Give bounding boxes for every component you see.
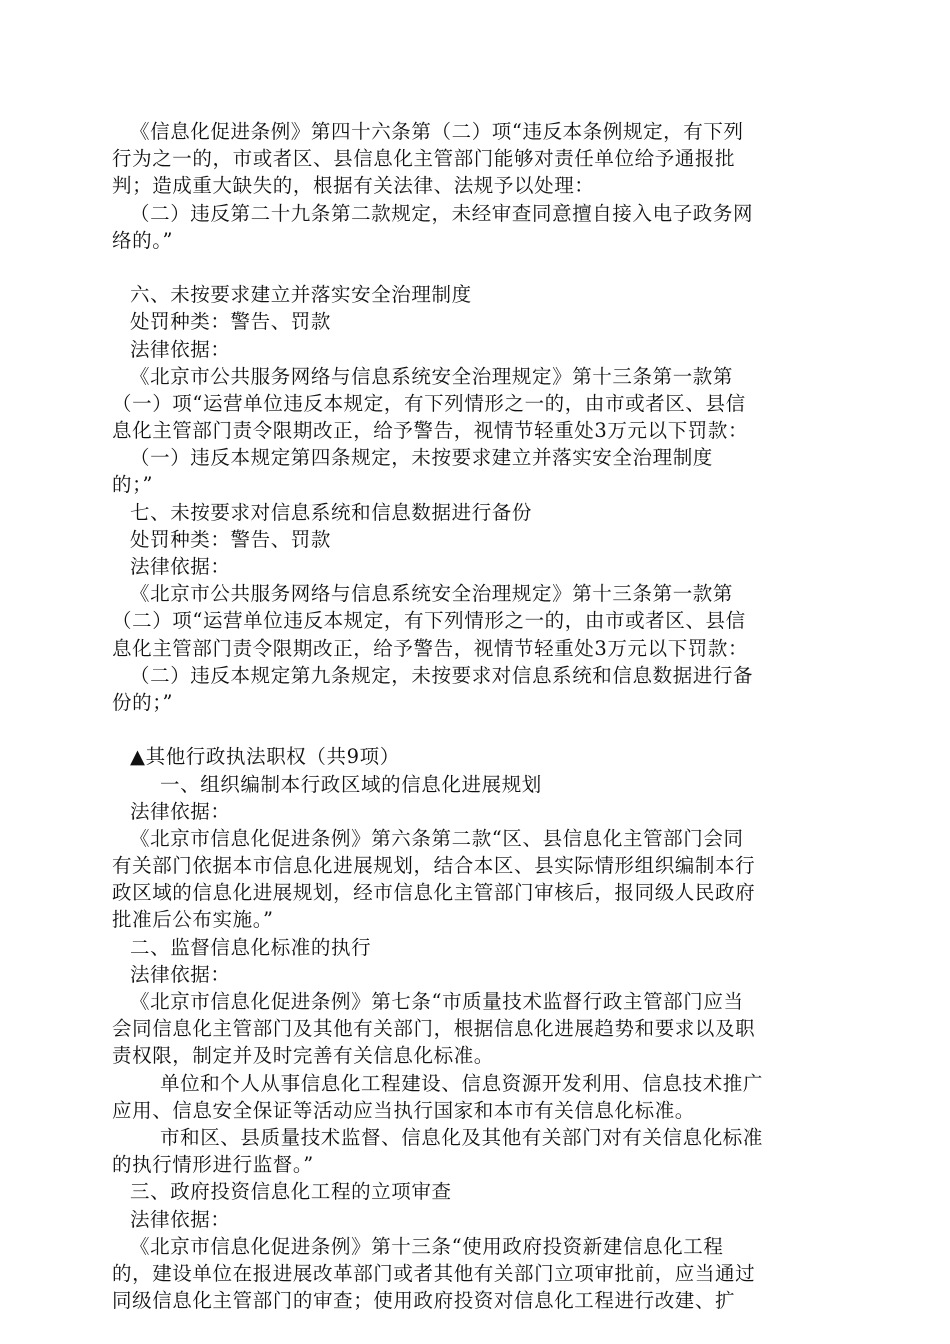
paragraph-line: 同级信息化主管部门的审查；使用政府投资对信息化工程进行改建、扩 xyxy=(112,1289,736,1313)
paragraph-line: 单位和个人从事信息化工程建设、信息资源开发利用、信息技术推广 xyxy=(160,1071,764,1095)
item-heading-2: 二、监督信息化标准的执行 xyxy=(130,935,372,959)
paragraph-line: 应用、信息安全保证等活动应当执行国家和本市有关信息化标准。 xyxy=(112,1098,695,1122)
legal-basis-label: 法律依据： xyxy=(130,337,231,361)
legal-basis-label: 法律依据： xyxy=(130,1207,231,1231)
paragraph-line: 络的。” xyxy=(112,228,174,252)
paragraph-line: 《北京市公共服务网络与信息系统安全治理规定》第十三条第一款第 xyxy=(130,582,734,606)
paragraph-line: 份的；” xyxy=(112,690,174,714)
paragraph-line: （二）项“运营单位违反本规定，有下列情形之一的，由市或者区、县信 xyxy=(112,609,746,633)
paragraph-line: （二）违反本规定第九条规定，未按要求对信息系统和信息数据进行备 xyxy=(130,663,754,687)
paragraph-line: 《北京市公共服务网络与信息系统安全治理规定》第十三条第一款第 xyxy=(130,364,734,388)
blank-line xyxy=(112,716,842,743)
item-heading-3: 三、政府投资信息化工程的立项审查 xyxy=(130,1180,452,1204)
paragraph-line: 的执行情形进行监督。” xyxy=(112,1153,314,1177)
paragraph-line: 批准后公布实施。” xyxy=(112,908,274,932)
paragraph-line: 行为之一的，市或者区、县信息化主管部门能够对责任单位给予通报批 xyxy=(112,147,736,171)
paragraph-line: 《北京市信息化促进条例》第十三条“使用政府投资新建信息化工程 xyxy=(130,1234,724,1258)
item-heading-1: 一、组织编制本行政区域的信息化进展规划 xyxy=(160,772,542,796)
paragraph-line: 的；” xyxy=(112,473,154,497)
paragraph-line: 的，建设单位在报进展改革部门或者其他有关部门立项审批前，应当通过 xyxy=(112,1261,756,1285)
legal-basis-label: 法律依据： xyxy=(130,799,231,823)
paragraph-line: 判；造成重大缺失的，根据有关法律、法规予以处理： xyxy=(112,174,595,198)
paragraph-line: 市和区、县质量技术监督、信息化及其他有关部门对有关信息化标准 xyxy=(160,1125,764,1149)
paragraph-line: 《北京市信息化促进条例》第七条“市质量技术监督行政主管部门应当 xyxy=(130,990,744,1013)
section-heading-7: 七、未按要求对信息系统和信息数据进行备份 xyxy=(130,500,533,524)
other-powers-heading: ▲其他行政执法职权（共9项） xyxy=(130,745,400,769)
paragraph-line: 息化主管部门责令限期改正，给予警告，视情节轻重处3万元以下罚款： xyxy=(112,419,749,443)
paragraph-line: 《信息化促进条例》第四十六条第（二）项“违反本条例规定，有下列 xyxy=(130,120,744,143)
paragraph-line: 《北京市信息化促进条例》第六条第二款“区、县信息化主管部门会同 xyxy=(130,826,744,850)
legal-basis-label: 法律依据： xyxy=(130,555,231,578)
penalty-type: 处罚种类：警告、罚款 xyxy=(130,310,332,334)
paragraph-line: 有关部门依据本市信息化进展规划，结合本区、县实际情形组织编制本行 xyxy=(112,854,756,878)
paragraph-line: 政区域的信息化进展规划，经市信息化主管部门审核后，报同级人民政府 xyxy=(112,881,756,905)
paragraph-line: 会同信息化主管部门及其他有关部门，根据信息化进展趋势和要求以及职 xyxy=(112,1017,756,1041)
paragraph-line: （一）项“运营单位违反本规定，有下列情形之一的，由市或者区、县信 xyxy=(112,391,746,415)
document-body xyxy=(112,118,842,1314)
paragraph-line: 息化主管部门责令限期改正，给予警告，视情节轻重处3万元以下罚款： xyxy=(112,636,749,660)
paragraph-line: （二）违反第二十九条第二款规定，未经审查同意擅自接入电子政务网 xyxy=(130,201,754,225)
section-heading-6: 六、未按要求建立并落实安全治理制度 xyxy=(130,283,472,307)
legal-basis-label: 法律依据： xyxy=(130,962,231,986)
blank-line xyxy=(112,254,842,281)
penalty-type: 处罚种类：警告、罚款 xyxy=(130,527,332,551)
paragraph-line: 责权限，制定并及时完善有关信息化标准。 xyxy=(112,1044,494,1068)
paragraph-line: （一）违反本规定第四条规定，未按要求建立并落实安全治理制度 xyxy=(130,446,713,470)
